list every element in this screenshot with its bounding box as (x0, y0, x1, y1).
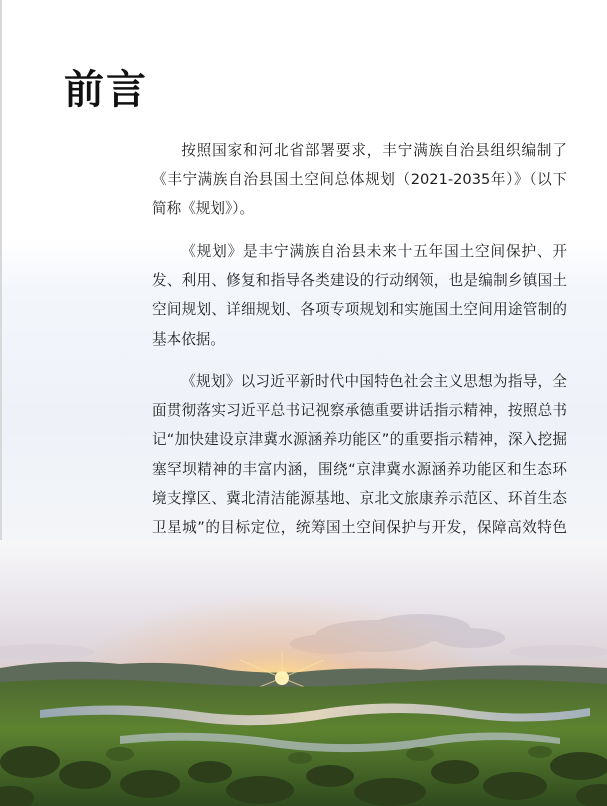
page-title: 前言 (64, 67, 148, 113)
paragraph-1: 按照国家和河北省部署要求，丰宁满族自治县组织编制了《丰宁满族自治县国土空间总体规划（2021-2035年）》（以下简称《规划》）。 (152, 142, 567, 218)
paragraph-3: 《规划》以习近平新时代中国特色社会主义思想为指导，全面贯彻落实习近平总书记视察承德重要讲话指示精神，按照总书记“加快建设京津冀水源涵养功能区”的重要指示精神，深入挖掘塞罕坝精神的丰富内涵，围绕“京津冀水源涵养功能区和生态环境支撑区、冀北清洁能源基地、京北文旅康养示范区、环首生态卫星城”的目标定位，统筹国土空间保护与开发，保障高效特色 (152, 373, 567, 537)
sunset-landscape-photo (0, 540, 607, 806)
paragraph-2: 《规划》是丰宁满族自治县未来十五年国土空间保护、开发、利用、修复和指导各类建设的行动纲领，也是编制乡镇国土空间规划、详细规划、各项专项规划和实施国土空间用途管制的基本依据。 (152, 243, 567, 348)
